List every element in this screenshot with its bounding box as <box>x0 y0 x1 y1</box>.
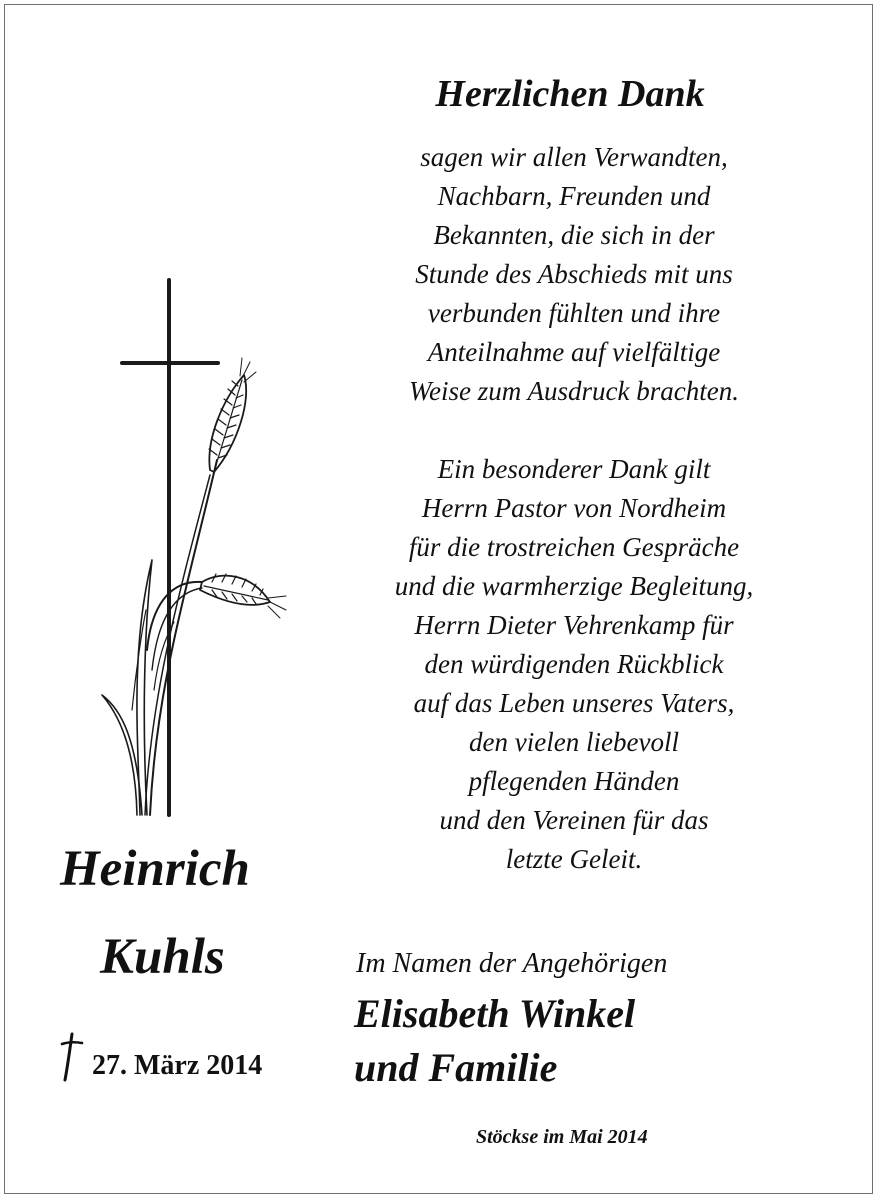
text-line: für die trostreichen Gespräche <box>408 532 740 562</box>
dagger-cross-icon <box>58 1030 84 1082</box>
cross-with-wheat-icon <box>92 270 292 822</box>
text-line: sagen wir allen Verwandten, <box>420 142 728 172</box>
text-line: pflegenden Händen <box>468 766 680 796</box>
text-line: und den Vereinen für das <box>439 805 709 835</box>
thanks-paragraph-1 <box>342 138 806 411</box>
text-line: und die warmherzige Begleitung, <box>394 571 754 601</box>
signature-intro: Im Namen der Angehörigen <box>356 948 668 979</box>
text-line: Nachbarn, Freunden und <box>437 181 711 211</box>
text-line: den würdigenden Rückblick <box>424 649 724 679</box>
text-line: Bekannten, die sich in der <box>433 220 715 250</box>
deceased-last-name: Kuhls <box>100 929 225 985</box>
text-line: auf das Leben unseres Vaters, <box>413 688 735 718</box>
text-line: Weise zum Ausdruck brachten. <box>409 376 739 406</box>
death-date-text: 27. März 2014 <box>92 1050 263 1081</box>
text-line: Herrn Pastor von Nordheim <box>421 493 727 523</box>
text-line: verbunden fühlten und ihre <box>427 298 721 328</box>
text-line: den vielen liebevoll <box>469 727 679 757</box>
text-line: letzte Geleit. <box>505 844 643 874</box>
place-date: Stöckse im Mai 2014 <box>476 1126 648 1148</box>
text-line: Herrn Dieter Vehrenkamp für <box>414 610 734 640</box>
text-line: Stunde des Abschieds mit uns <box>415 259 733 289</box>
text-line: Anteilnahme auf vielfältige <box>427 337 721 367</box>
text-line: Ein besonderer Dank gilt <box>437 454 711 484</box>
deceased-first-name: Heinrich <box>60 841 250 897</box>
death-date <box>58 1030 262 1082</box>
signer-family: und Familie <box>354 1045 558 1090</box>
thanks-heading: Herzlichen Dank <box>435 73 705 115</box>
thanks-paragraph-2 <box>342 450 806 879</box>
signer-name: Elisabeth Winkel <box>354 991 636 1036</box>
